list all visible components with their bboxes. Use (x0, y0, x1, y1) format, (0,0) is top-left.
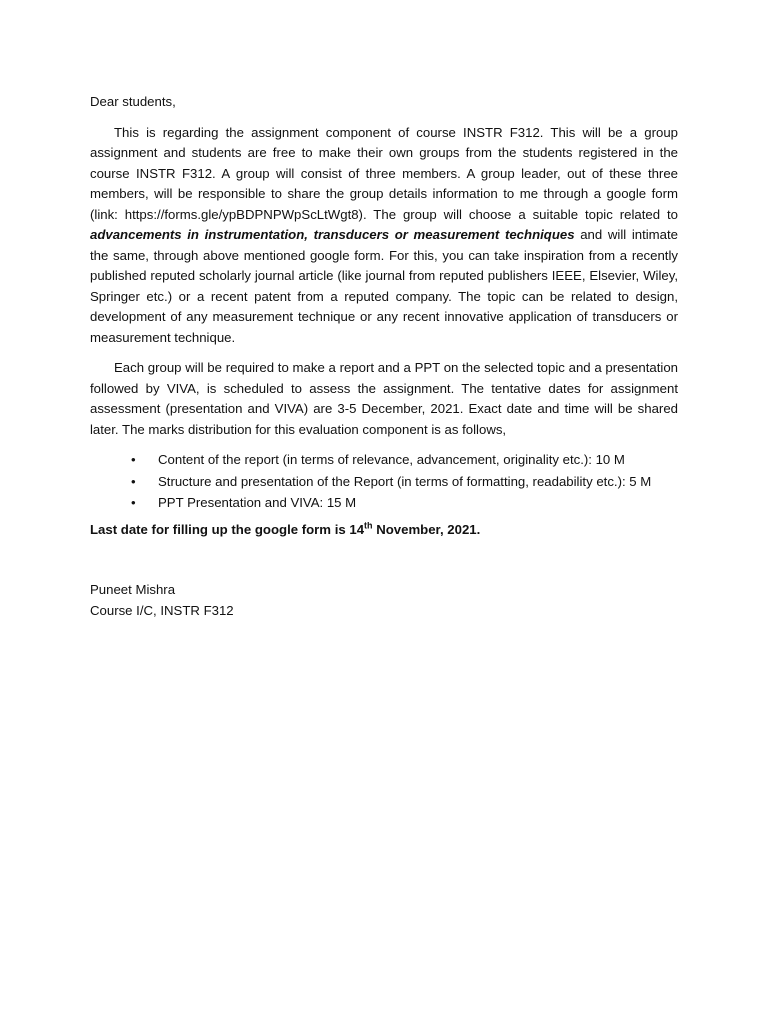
signature-name: Puneet Mishra (90, 582, 176, 597)
form-deadline (90, 520, 678, 541)
bullet-icon: • (131, 473, 136, 489)
paragraph-evaluation: Each group will be required to make a report and a PPT on the selected topic and a presentation followed by VIVA, is scheduled to assess the assignment. The tentative dates for assignment assessment (presentation and VIVA) are 3-5 December, 2021. Exact date and time will be shared later. The marks distribution for this evaluation component is as follows, (90, 360, 678, 437)
list-item-text: Content of the report (in terms of relevance, advancement, originality etc.): 10 M (158, 452, 625, 467)
list-item-text: PPT Presentation and VIVA: 15 M (158, 495, 357, 510)
bullet-icon: • (131, 452, 136, 467)
paragraph-text: and will intimate the same, through above mentioned google form. For this, you can take inspiration from a recently published reputed scholarly journal article (like journal from reputed publishers IEEE, Elsevier, Wiley, Springer etc.) or a recent patent from a reputed company. The topic can be related to design, development of any measurement technique or any recent innovative application of transducers or measurement technique. (90, 227, 679, 345)
topic-emphasis: advancements in instrumentation, transducers or measurement techniques (90, 227, 575, 242)
marks-distribution-list (90, 450, 678, 514)
deadline-text: Last date for filling up the google form is 14 (90, 521, 365, 537)
salutation: Dear students, (90, 94, 176, 109)
paragraph-assignment-overview (90, 123, 678, 349)
list-item (131, 493, 678, 514)
paragraph-text: This is regarding the assignment component of course INSTR F312. This will be a group assignment and students are free to make their own groups from the students registered in the course INSTR F312. A group will consist of three members. A group leader, out of these three members, will be responsible to share the group details information to me through a google form (link: https://forms.gle/ypBDPNPWpScLtWgt8). The group will choose a suitable topic related to (90, 124, 678, 222)
list-item (131, 472, 678, 493)
bullet-icon: • (131, 495, 136, 510)
list-item-text: Structure and presentation of the Report (in terms of formatting, readability etc.): 5 M (158, 473, 652, 489)
signature-block (90, 580, 678, 621)
deadline-text: November, 2021. (372, 521, 481, 537)
signature-title: Course I/C, INSTR F312 (90, 602, 234, 618)
ordinal-suffix: th (364, 520, 373, 531)
list-item (131, 450, 678, 471)
letter-document (90, 92, 678, 621)
